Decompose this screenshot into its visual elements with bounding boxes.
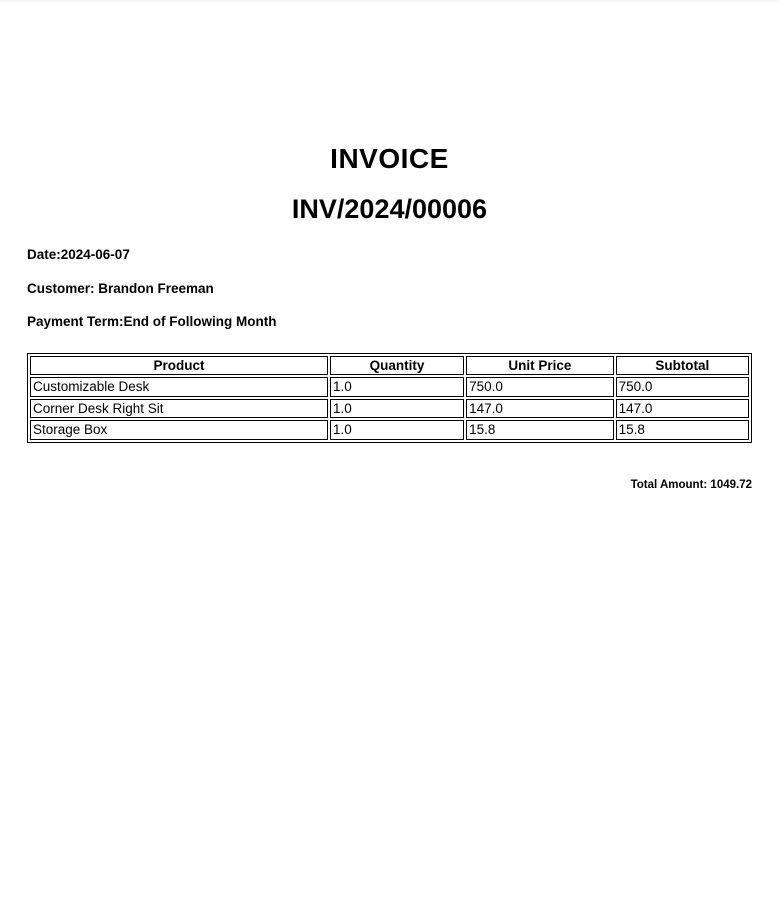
cell-product: Corner Desk Right Sit	[30, 399, 328, 419]
payment-term-label: Payment Term:	[27, 314, 124, 330]
invoice-document	[0, 2, 779, 492]
date-value: 2024-06-07	[60, 247, 130, 263]
column-header-quantity: Quantity	[330, 356, 464, 376]
total-amount-value: 1049.72	[710, 478, 752, 491]
total-amount	[27, 479, 752, 492]
customer-label: Customer:	[27, 280, 99, 296]
table-header-row	[30, 356, 749, 376]
payment-term-line	[27, 314, 752, 330]
table-row	[30, 420, 749, 440]
cell-quantity: 1.0	[330, 420, 464, 440]
invoice-lines-table	[27, 353, 752, 443]
cell-subtotal: 147.0	[616, 399, 749, 419]
invoice-number: INV/2024/00006	[291, 194, 488, 225]
customer-line	[27, 281, 752, 297]
cell-subtotal: 15.8	[616, 420, 749, 440]
cell-quantity: 1.0	[330, 399, 464, 419]
customer-value: Brandon Freeman	[98, 280, 214, 296]
date-label: Date:	[27, 247, 61, 263]
cell-unit-price: 750.0	[466, 377, 614, 397]
column-header-subtotal: Subtotal	[616, 356, 749, 376]
cell-quantity: 1.0	[330, 377, 464, 397]
cell-product: Storage Box	[30, 420, 328, 440]
cell-subtotal: 750.0	[616, 377, 749, 397]
table-row	[30, 377, 749, 397]
cell-product: Customizable Desk	[30, 377, 328, 397]
invoice-title: INVOICE	[330, 143, 449, 174]
payment-term-value: End of Following Month	[123, 314, 277, 330]
column-header-unit-price: Unit Price	[466, 356, 614, 376]
table-row	[30, 399, 749, 419]
invoice-date-line	[27, 247, 752, 263]
column-header-product: Product	[30, 356, 328, 376]
cell-unit-price: 147.0	[466, 399, 614, 419]
cell-unit-price: 15.8	[466, 420, 614, 440]
total-amount-label: Total Amount:	[630, 478, 711, 491]
